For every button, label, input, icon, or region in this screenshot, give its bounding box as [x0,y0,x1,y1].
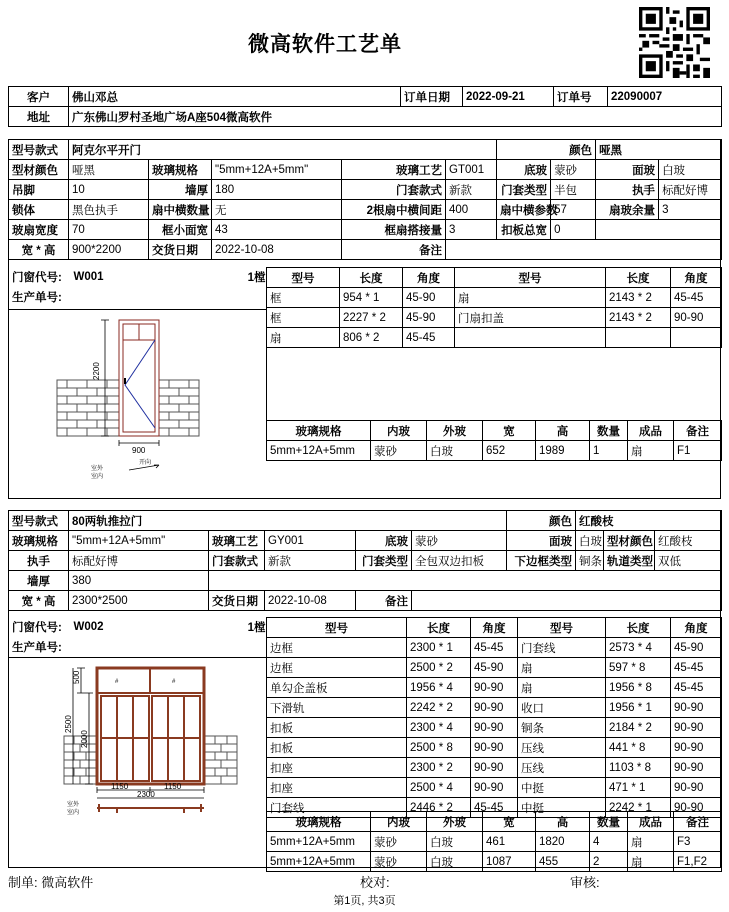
table-cell: 2143 * 2 [606,288,671,308]
table-cell: 2 [590,852,628,872]
i1-th-length2: 长度 [606,268,671,288]
table-cell: 1087 [483,852,536,872]
i1-handle: 标配好博 [659,180,722,200]
table-cell: 90-90 [471,758,518,778]
i1-door-drawing [9,310,266,499]
customer-value: 佛山邓总 [69,87,401,107]
i2-gth-remark: 备注 [674,812,722,832]
table-cell: 461 [483,832,536,852]
table-cell: 2242 * 2 [407,698,471,718]
i2-glass-spec-label: 玻璃规格 [9,531,69,551]
maker-label: 制单: [8,875,38,890]
i2-h2-dim: 2000 [80,730,89,748]
i1-cover-total-label: 扣板总宽 [497,220,551,240]
i2-gth-spec: 玻璃规格 [267,812,371,832]
i2-th-angle2: 角度 [671,618,722,638]
i1-top-glass-label: 面玻 [596,160,659,180]
i1-wall-label: 墙厚 [149,180,212,200]
i2-gth-height: 高 [536,812,590,832]
i2-drawing [9,657,266,823]
table-cell: 455 [536,852,590,872]
table-cell: 压线 [518,758,606,778]
i1-profile-color-label: 型材颜色 [9,160,69,180]
table-cell: 90-90 [471,718,518,738]
i1-glass-spec-label: 玻璃规格 [149,160,212,180]
i2-bottom-glass: 蒙砂 [412,531,507,551]
i1-gth-width: 宽 [483,421,536,441]
table-cell: 压线 [518,738,606,758]
i2-qty-unit: 1樘 [247,622,266,634]
table-cell: 45-45 [403,328,455,348]
table-cell: 90-90 [671,308,722,328]
table-row [267,718,722,738]
i2-w-dim: 2300 [137,790,155,799]
table-row [267,778,722,798]
table-cell: 边框 [267,658,407,678]
table-cell: 90-90 [671,718,722,738]
i1-drawing [9,309,266,498]
i1-frame-face-label: 框小面宽 [149,220,212,240]
table-cell: 1820 [536,832,590,852]
i1-gth-height: 高 [536,421,590,441]
i1-code-table [8,267,269,307]
empty-cell [596,220,722,240]
i2-glass-body [267,832,722,872]
table-cell: 90-90 [671,778,722,798]
table-cell: 扇 [628,852,674,872]
table-cell: 5mm+12A+5mm [267,441,371,461]
item2-spec-table [8,510,722,611]
i1-mullion-qty: 无 [212,200,342,220]
i1-frame-type-label: 门套类型 [497,180,551,200]
table-row [267,758,722,778]
i1-frame-style-label: 门套款式 [342,180,446,200]
order-date-value: 2022-09-21 [463,87,554,107]
i2-wall-label: 墙厚 [9,571,69,591]
i1-gth-spec: 玻璃规格 [267,421,371,441]
table-cell: 2242 * 1 [606,798,671,818]
table-cell: 扣板 [267,738,407,758]
customer-label: 客户 [9,87,69,107]
i2-glass-proc-label: 玻璃工艺 [209,531,265,551]
i2-track-type-label: 轨道类型 [604,551,655,571]
table-cell: 45-45 [671,658,722,678]
table-cell: 5mm+12A+5mm [267,852,371,872]
i1-bottom-glass-label: 底玻 [497,160,551,180]
i1-door-code: W001 [73,271,104,283]
i2-glass-spec: "5mm+12A+5mm" [69,531,209,551]
page-number: 第1页, 共3页 [333,895,396,907]
brick-wall-left [57,380,119,436]
i1-wh: 900*2200 [69,240,149,260]
table-row [267,698,722,718]
table-cell: 5mm+12A+5mm [267,832,371,852]
table-cell [606,328,671,348]
i2-outside-label: 室外 [67,802,80,808]
table-cell: 门套线 [518,638,606,658]
i2-gth-qty: 数量 [590,812,628,832]
table-cell: 门扇扣盖 [455,308,606,328]
i2-frame-style: 新款 [265,551,356,571]
i2-track-type: 双低 [655,551,722,571]
i2-color: 红酸枝 [576,511,722,531]
table-cell: F3 [674,832,722,852]
i1-top-glass: 白玻 [659,160,722,180]
i1-glass-rest-label: 扇玻余量 [596,200,659,220]
table-row [267,638,722,658]
i2-gth-width: 宽 [483,812,536,832]
table-cell: 90-90 [671,798,722,818]
i1-prod-no-label: 生产单号: [9,287,269,307]
table-cell: 下滑轨 [267,698,407,718]
table-cell: 4 [590,832,628,852]
i2-frame-type-label: 门套类型 [356,551,412,571]
i1-profile-color: 哑黑 [69,160,149,180]
table-cell: 1956 * 4 [407,678,471,698]
table-cell: 扇 [518,658,606,678]
table-cell: 2300 * 4 [407,718,471,738]
i1-gth-remark: 备注 [674,421,722,441]
table-cell: 90-90 [671,738,722,758]
i1-door-code-label: 门窗代号: [9,267,71,287]
i2-th-type: 型号 [267,618,407,638]
i1-foot-label: 吊脚 [9,180,69,200]
i1-handle-label: 执手 [596,180,659,200]
i2-handle-label: 执手 [9,551,69,571]
table-cell: 45-45 [471,638,518,658]
i2-inside-label: 室内 [67,810,80,816]
i1-frame-type: 半包 [551,180,596,200]
i2-lower-frame-label: 下边框类型 [507,551,576,571]
i2-mark: # [172,679,176,685]
i1-double-mullion: 400 [446,200,497,220]
table-cell: 597 * 8 [606,658,671,678]
i2-top-glass-label: 面玻 [507,531,576,551]
i2-th-length2: 长度 [606,618,671,638]
i2-prod-no-label: 生产单号: [9,637,269,657]
table-cell: 收口 [518,698,606,718]
i1-frame-style: 新款 [446,180,497,200]
i2-th-length: 长度 [407,618,471,638]
table-cell: 2184 * 2 [606,718,671,738]
order-date-label: 订单日期 [401,87,463,107]
table-cell [671,328,722,348]
i1-mullion-param: 57 [551,200,596,220]
table-cell: 1 [590,441,628,461]
i1-mullion-qty-label: 扇中横数量 [149,200,212,220]
table-cell: 铜条 [518,718,606,738]
table-cell: 441 * 8 [606,738,671,758]
i1-glass-table [266,420,722,461]
table-cell: 2300 * 1 [407,638,471,658]
table-cell: 白玻 [427,852,483,872]
table-cell: 90-90 [471,678,518,698]
table-cell: F1 [674,441,722,461]
table-cell: 471 * 1 [606,778,671,798]
i1-sash-glass-w-label: 玻扇宽度 [9,220,69,240]
i1-open-note: 开向 [139,460,152,466]
i1-wh-label: 宽 * 高 [9,240,69,260]
i2-parts-body [267,638,722,818]
i1-gth-outer: 外玻 [427,421,483,441]
table-row [267,738,722,758]
i2-w2-dim: 1150 [164,782,182,791]
table-cell: 806 * 2 [340,328,403,348]
i2-glass-table [266,811,722,872]
order-no-value: 22090007 [608,87,722,107]
table-cell: 2500 * 8 [407,738,471,758]
table-cell: 蒙砂 [371,832,427,852]
table-cell: 90-90 [471,698,518,718]
table-cell: 45-45 [671,288,722,308]
i2-handle: 标配好博 [69,551,209,571]
i1-lap: 3 [446,220,497,240]
i2-gth-outer: 外玻 [427,812,483,832]
i1-lock-label: 锁体 [9,200,69,220]
i1-th-type2: 型号 [455,268,606,288]
qr-code [639,7,710,78]
table-row [267,678,722,698]
table-cell: 扇 [455,288,606,308]
i2-profile-color: 红酸枝 [655,531,722,551]
table-cell: 2500 * 4 [407,778,471,798]
empty-cell [209,571,722,591]
table-cell: 扣板 [267,718,407,738]
i1-mullion-param-label: 扇中横参数 [497,200,551,220]
table-cell: 扇 [267,328,340,348]
i2-mark: # [115,679,119,685]
table-cell: 白玻 [427,441,483,461]
address-label: 地址 [9,107,69,127]
address-value: 广东佛山罗村圣地广场A座504微高软件 [69,107,722,127]
i2-h3-dim: 2500 [64,715,73,733]
order-no-label: 订单号 [554,87,608,107]
i2-remark [412,591,722,611]
table-cell: 蒙砂 [371,852,427,872]
i2-model-label: 型号款式 [9,511,69,531]
table-cell: 1989 [536,441,590,461]
i2-w1-dim: 1150 [111,782,129,791]
table-cell: 45-45 [671,678,722,698]
table-row [267,852,722,872]
table-cell: 扇 [518,678,606,698]
i2-glass-proc: GY001 [265,531,356,551]
i1-remark-label: 备注 [342,240,446,260]
table-row [267,832,722,852]
table-cell: 2573 * 4 [606,638,671,658]
i1-bottom-glass: 蒙砂 [551,160,596,180]
table-cell: 954 * 1 [340,288,403,308]
table-cell: 2227 * 2 [340,308,403,328]
i1-width-dim: 900 [132,446,146,455]
i2-color-label: 颜色 [507,511,576,531]
table-cell: F1,F2 [674,852,722,872]
table-cell: 90-90 [671,758,722,778]
table-cell: 单勾企盖板 [267,678,407,698]
table-cell: 652 [483,441,536,461]
i1-gth-inner: 内玻 [371,421,427,441]
footer-audit: 审核: [570,875,600,890]
i2-th-type2: 型号 [518,618,606,638]
i1-wall: 180 [212,180,342,200]
page-title: 微高软件工艺单 [248,33,402,56]
table-cell: 45-90 [403,288,455,308]
table-cell: 45-90 [671,638,722,658]
table-cell: 90-90 [671,698,722,718]
i1-sash-glass-w: 70 [69,220,149,240]
i1-th-angle: 角度 [403,268,455,288]
i1-color: 哑黑 [596,140,722,160]
i2-bottom-glass-label: 底玻 [356,531,412,551]
table-row [267,328,722,348]
i1-inside-label: 室内 [91,474,104,480]
table-cell: 45-90 [471,658,518,678]
table-cell: 框 [267,288,340,308]
i1-delivery-label: 交货日期 [149,240,212,260]
header-table [8,86,722,127]
table-cell: 扣座 [267,758,407,778]
table-row [267,288,722,308]
table-row [267,308,722,328]
table-cell: 45-45 [471,798,518,818]
table-cell: 90-90 [471,738,518,758]
i2-top-glass: 白玻 [576,531,604,551]
i2-gth-product: 成品 [628,812,674,832]
i2-wh: 2300*2500 [69,591,209,611]
table-cell: 白玻 [427,832,483,852]
i2-frame-type: 全包双边扣板 [412,551,507,571]
i1-model-label: 型号款式 [9,140,69,160]
i1-qty-unit: 1樘 [247,272,266,284]
i2-profile-color-label: 型材颜色 [604,531,655,551]
i2-delivery: 2022-10-08 [265,591,356,611]
i1-color-label: 颜色 [497,140,596,160]
i2-remark-label: 备注 [356,591,412,611]
table-cell [455,328,606,348]
i1-gth-qty: 数量 [590,421,628,441]
i1-lock: 黑色执手 [69,200,149,220]
i1-cover-total: 0 [551,220,596,240]
table-cell: 1956 * 8 [606,678,671,698]
i1-glass-rest: 3 [659,200,722,220]
footer-maker [8,872,93,891]
i1-frame-face: 43 [212,220,342,240]
i1-glass-proc: GT001 [446,160,497,180]
i1-outside-label: 室外 [91,466,104,472]
table-cell: 蒙砂 [371,441,427,461]
table-cell: 中挺 [518,798,606,818]
i1-height-dim: 2200 [92,362,101,380]
table-cell: 扣座 [267,778,407,798]
i1-delivery: 2022-10-08 [212,240,342,260]
table-cell: 扇 [628,832,674,852]
item1-spec-table [8,139,722,260]
i2-door-code-label: 门窗代号: [9,617,71,637]
i2-lower-frame: 铜条 [576,551,604,571]
i2-model: 80两轨推拉门 [69,511,507,531]
i1-model: 阿克尔平开门 [69,140,497,160]
table-cell: 2300 * 2 [407,758,471,778]
i2-th-angle: 角度 [471,618,518,638]
i1-gth-product: 成品 [628,421,674,441]
i1-th-length: 长度 [340,268,403,288]
table-cell: 门套线 [267,798,407,818]
table-cell: 2446 * 2 [407,798,471,818]
i1-th-type: 型号 [267,268,340,288]
table-row [267,441,722,461]
table-row [267,658,722,678]
i1-remark [446,240,722,260]
i2-door-drawing [9,658,266,824]
i1-double-mullion-label: 2根扇中横间距 [342,200,446,220]
i1-parts-spacer [266,347,721,420]
i2-code-table [8,617,269,657]
table-cell: 扇 [628,441,674,461]
i1-th-angle2: 角度 [671,268,722,288]
brick-wall-right [205,736,237,784]
table-cell: 1103 * 8 [606,758,671,778]
i1-parts-table [266,267,722,348]
table-cell: 框 [267,308,340,328]
i1-glass-spec: "5mm+12A+5mm" [212,160,342,180]
footer-check: 校对: [360,875,390,890]
table-cell: 45-90 [403,308,455,328]
table-cell: 中挺 [518,778,606,798]
brick-wall-right [159,380,199,436]
table-cell: 1956 * 1 [606,698,671,718]
i2-wh-label: 宽 * 高 [9,591,69,611]
i2-h1-dim: 500 [72,670,81,684]
i2-parts-table [266,617,722,818]
i2-frame-style-label: 门套款式 [209,551,265,571]
i1-parts-body [267,288,722,348]
i1-glass-body [267,441,722,461]
i2-gth-inner: 内玻 [371,812,427,832]
i1-glass-proc-label: 玻璃工艺 [342,160,446,180]
table-cell: 边框 [267,638,407,658]
i2-delivery-label: 交货日期 [209,591,265,611]
table-cell: 90-90 [471,778,518,798]
maker-value: 微高软件 [41,875,94,890]
i1-lap-label: 框扇搭接量 [342,220,446,240]
table-cell: 2143 * 2 [606,308,671,328]
i2-wall: 380 [69,571,209,591]
i1-foot: 10 [69,180,149,200]
i2-door-code: W002 [73,621,104,633]
table-cell: 2500 * 2 [407,658,471,678]
